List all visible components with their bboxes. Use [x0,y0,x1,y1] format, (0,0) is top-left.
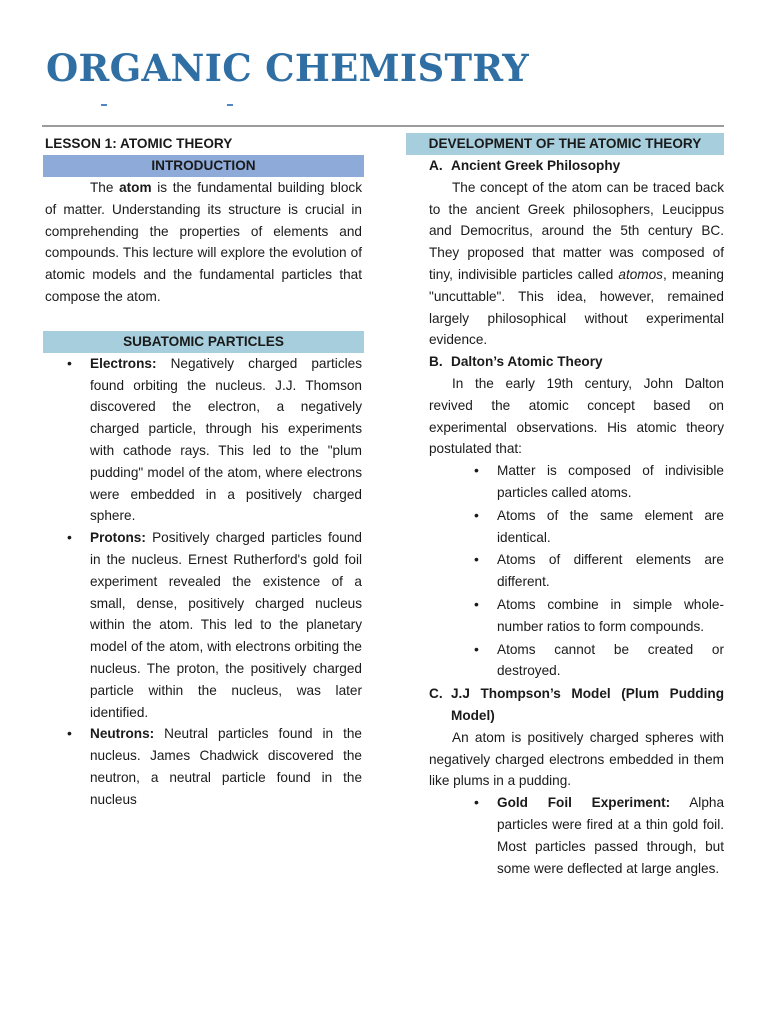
left-column [45,130,362,811]
list-item: • Protons: Positively charged particles found in the nucleus. Ernest Rutherford's gold foil experiment revealed the existence of a small, dense, positively charged nucleus within the atom. This led to the planetary model of the atom, with electrons orbiting the nucleus. The proton, the positively charged particle within the nucleus, was later identified. [90,527,362,723]
list-item: • Atoms cannot be created or destroyed. [497,639,724,683]
decorative-dash [101,104,107,106]
decorative-dash [227,104,233,106]
introduction-paragraph: The atom is the fundamental building block of matter. Understanding its structure is crucial in comprehending the properties of elements and compounds. This lecture will explore the evolution of atomic models and the fundamental particles that compose the atom. [45,180,363,304]
dalton-postulates-list [406,460,724,682]
list-item: • Atoms of different elements are different. [497,549,724,593]
section-c-heading: C. J.J Thompson’s Model (Plum Pudding Model) [429,686,724,723]
list-item: • Electrons: Negatively charged particles found orbiting the nucleus. J.J. Thomson discovered the electron, a negatively charged particle, through his experiments with cathode rays. This led to the "plum pudding" model of the atom, where electrons were embedded in a positively charged sphere. [90,353,362,527]
right-column [406,130,724,880]
list-item: • Atoms of the same element are identical. [497,505,724,549]
lesson-heading: LESSON 1: ATOMIC THEORY [45,136,233,151]
development-header: DEVELOPMENT OF THE ATOMIC THEORY [406,133,724,155]
subatomic-particles-header: SUBATOMIC PARTICLES [43,331,364,353]
header-divider [42,125,724,127]
section-a-heading: A. Ancient Greek Philosophy [429,158,621,173]
page-title: ORGANIC CHEMISTRY [46,46,529,90]
section-b-paragraph: In the early 19th century, John Dalton revived the atomic concept based on experimental observations. His atomic theory postulated that: [429,375,724,457]
atom-term: atom [119,180,152,195]
list-item: • Gold Foil Experiment: Alpha particles were fired at a thin gold foil. Most particles passed through, but some were deflected at large angles. [497,792,724,879]
list-item: • Neutrons: Neutral particles found in the nucleus. James Chadwick discovered the neutron, a neutral particle found in the nucleus [90,723,362,810]
section-c-paragraph: An atom is positively charged spheres with negatively charged electrons embedded in them like plums in a pudding. [429,729,724,789]
thomson-points-list [406,792,724,879]
section-a-paragraph: The concept of the atom can be traced back to the ancient Greek philosophers, Leucippus and Democritus, around the 5th century BC. They proposed that matter was composed of tiny, indivisible particles called atomos, meaning "uncuttable". This idea, however, remained largely philosophical without experimental evidence. [429,179,724,348]
particles-list [45,353,362,811]
list-item: • Atoms combine in simple whole-number ratios to form compounds. [497,594,724,638]
list-item: • Matter is composed of indivisible particles called atoms. [497,460,724,504]
section-b-heading: B. Dalton’s Atomic Theory [429,354,603,370]
introduction-header: INTRODUCTION [43,155,364,177]
